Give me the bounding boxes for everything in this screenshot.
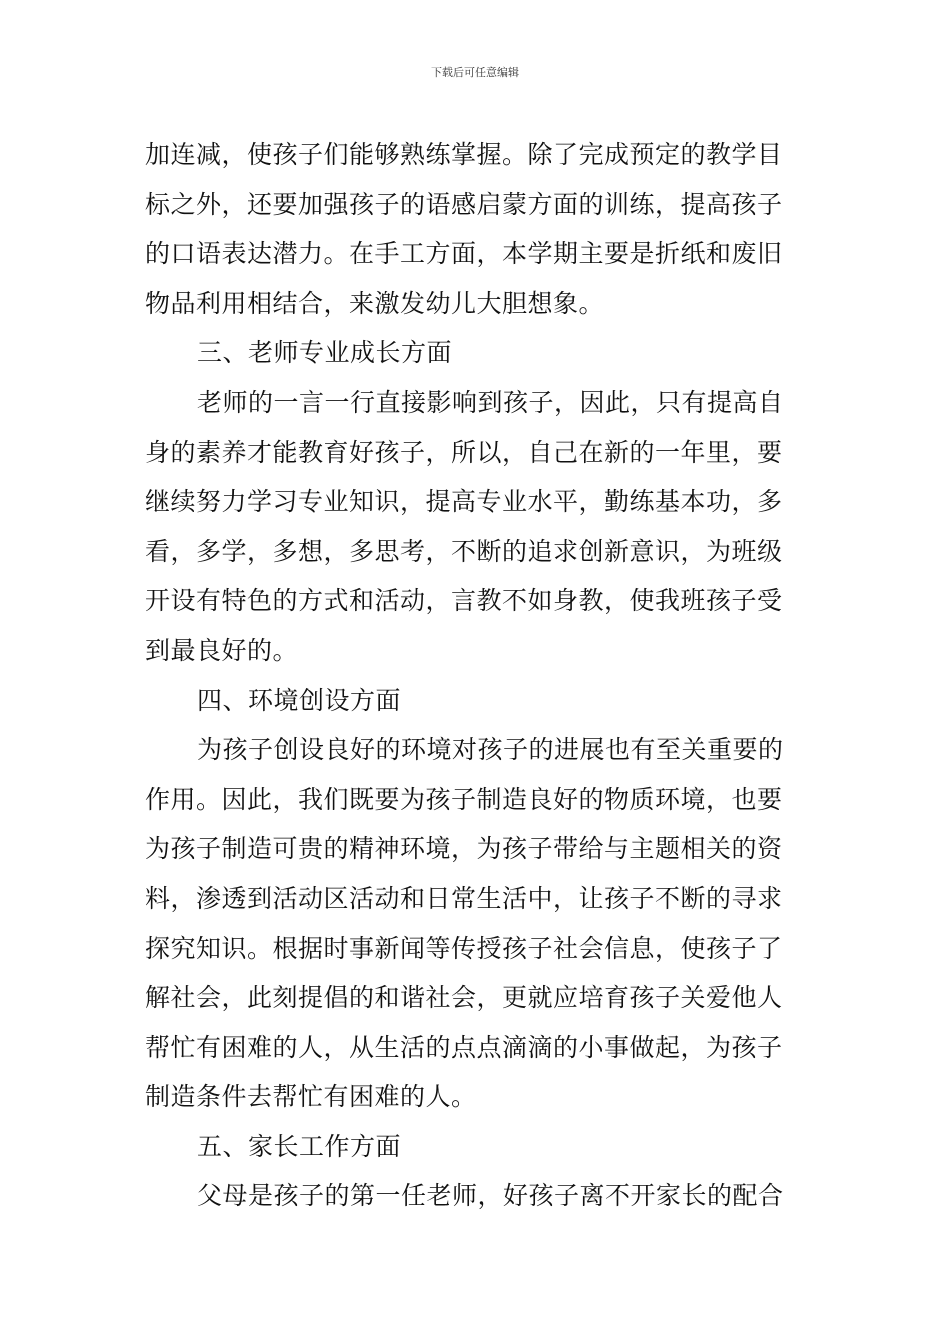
paragraph-line: 为孩子创设良好的环境对孩子的进展也有至关重要的: [197, 735, 784, 765]
paragraph-line: 标之外，还要加强孩子的语感启蒙方面的训练，提高孩子: [145, 189, 783, 219]
paragraph-line: 帮忙有困难的人，从生活的点点滴滴的小事做起，为孩子: [145, 1032, 783, 1062]
document-body: [145, 130, 825, 1221]
page-header: 下载后可任意编辑: [431, 66, 519, 79]
paragraph-line: 老师的一言一行直接影响到孩子，因此，只有提高自: [197, 387, 784, 417]
paragraph-line: 料，渗透到活动区活动和日常生活中，让孩子不断的寻求: [145, 883, 783, 913]
paragraph-line: 身的素养才能教育好孩子，所以，自己在新的一年里，要: [145, 437, 783, 467]
paragraph-line: 看，多学，多想，多思考，不断的追求创新意识，为班级: [145, 536, 783, 566]
paragraph-line: 加连减，使孩子们能够熟练掌握。除了完成预定的教学目: [145, 140, 783, 169]
paragraph-line: 的口语表达潜力。在手工方面，本学期主要是折纸和废旧: [145, 239, 783, 269]
paragraph-line: 物品利用相结合，来激发幼儿大胆想象。: [145, 288, 605, 318]
paragraph-line: 开设有特色的方式和活动，言教不如身教，使我班孩子受: [145, 586, 783, 616]
paragraph-line: 继续努力学习专业知识，提高专业水平，勤练基本功，多: [145, 487, 783, 517]
paragraph-line: 为孩子制造可贵的精神环境，为孩子带给与主题相关的资: [145, 834, 783, 864]
paragraph-line: 作用。因此，我们既要为孩子制造良好的物质环境，也要: [145, 784, 783, 814]
paragraph-line: 父母是孩子的第一任老师，好孩子离不开家长的配合: [197, 1181, 784, 1211]
section-heading: 四、环境创设方面: [197, 685, 402, 715]
section-heading: 五、家长工作方面: [197, 1131, 402, 1161]
paragraph-line: 到最良好的。: [145, 635, 299, 665]
paragraph-line: 探究知识。根据时事新闻等传授孩子社会信息，使孩子了: [145, 933, 783, 963]
paragraph-line: 解社会，此刻提倡的和谐社会，更就应培育孩子关爱他人: [145, 983, 783, 1013]
section-heading: 三、老师专业成长方面: [197, 338, 453, 368]
paragraph-line: 制造条件去帮忙有困难的人。: [145, 1082, 477, 1112]
